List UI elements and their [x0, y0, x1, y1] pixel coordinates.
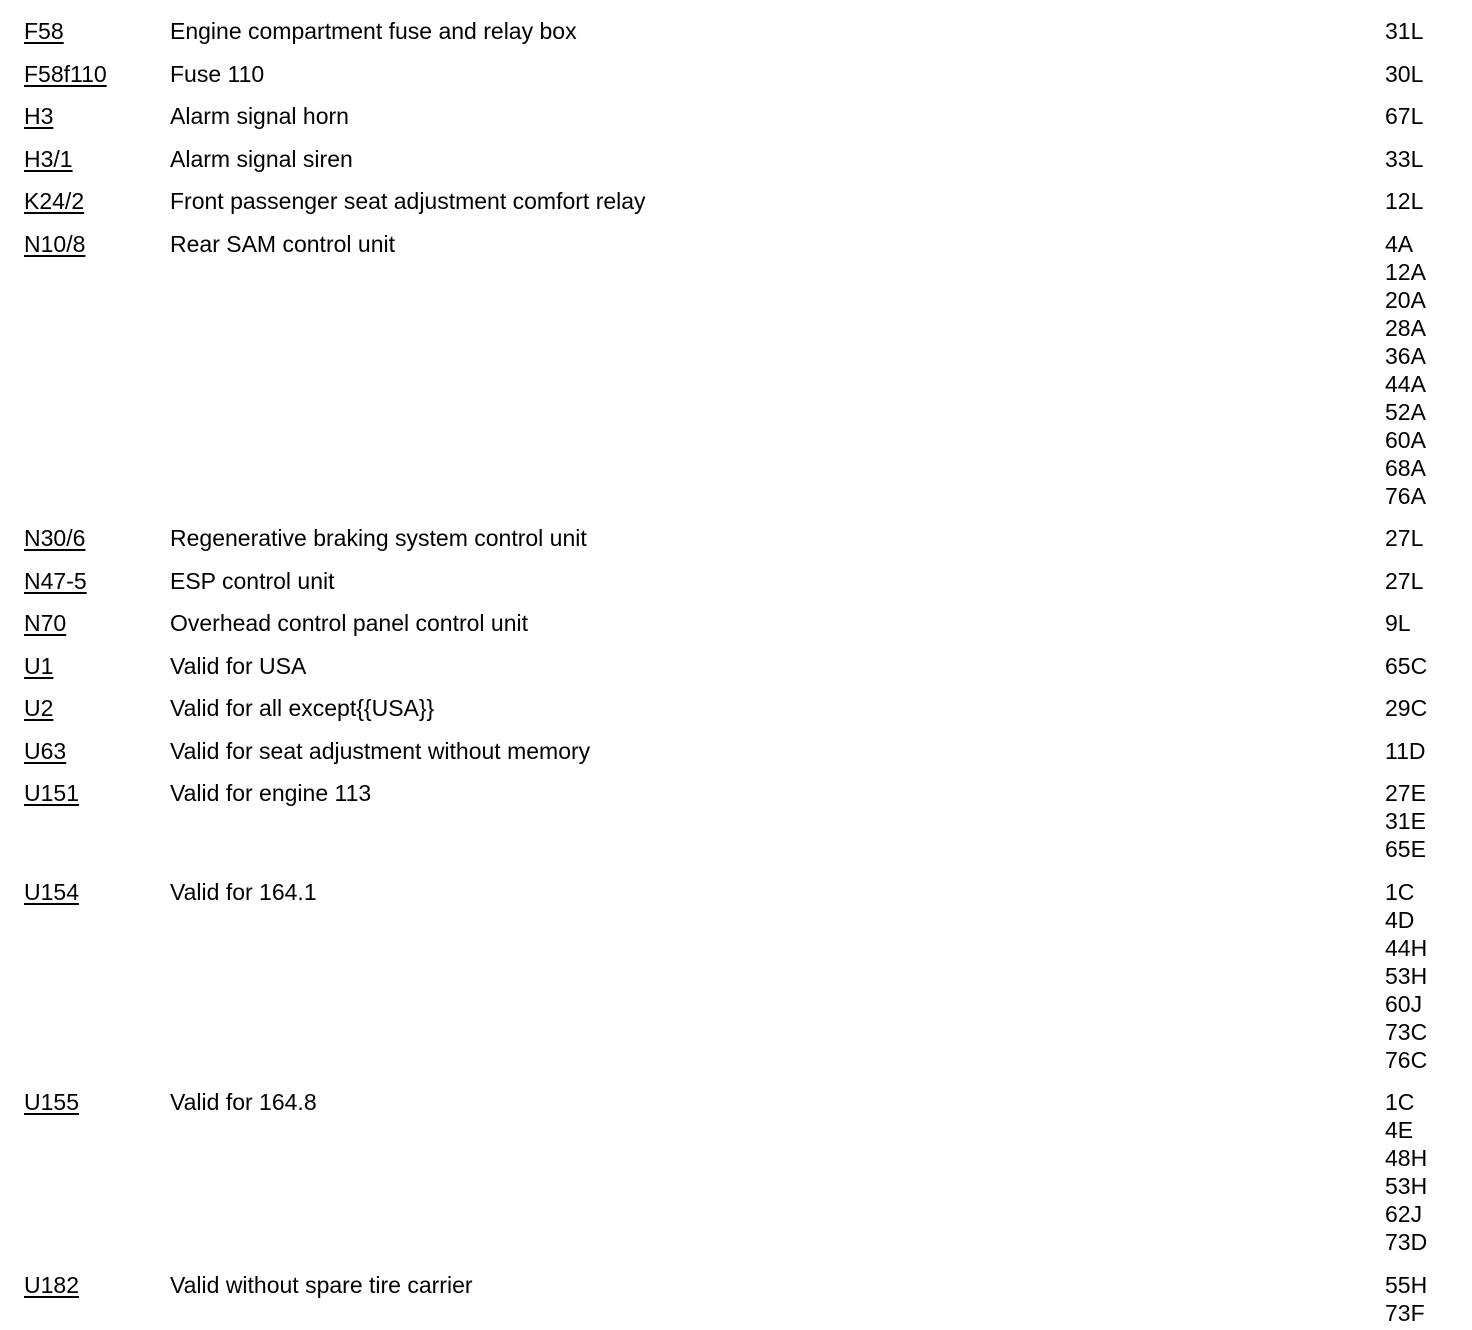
- legend-row: [0, 779, 1472, 863]
- component-description: Valid for 164.1: [170, 878, 317, 905]
- component-description: Engine compartment fuse and relay box: [170, 18, 577, 44]
- legend-row: [0, 694, 1472, 722]
- component-code-link[interactable]: U151: [24, 780, 79, 806]
- component-description: Overhead control panel control unit: [170, 610, 528, 636]
- component-description: Valid for all except{{USA}}: [170, 695, 435, 721]
- component-code-link[interactable]: U1: [24, 652, 54, 679]
- legend-row: [0, 17, 1472, 45]
- grid-reference: 36A: [1385, 342, 1426, 369]
- grid-reference: 31E: [1385, 808, 1426, 834]
- grid-reference: 65C: [1385, 652, 1428, 679]
- component-code-link[interactable]: U154: [24, 878, 79, 905]
- component-code-link[interactable]: U182: [24, 1271, 79, 1298]
- grid-references: [1385, 694, 1465, 722]
- grid-reference: 76A: [1385, 482, 1426, 509]
- grid-reference: 27E: [1385, 780, 1426, 806]
- legend-row: [0, 652, 1472, 680]
- component-code-link[interactable]: F58: [24, 18, 64, 44]
- grid-reference: 29C: [1385, 695, 1428, 721]
- grid-references: [1385, 230, 1465, 510]
- grid-reference: 9L: [1385, 610, 1411, 636]
- component-code-link[interactable]: N30/6: [24, 525, 86, 551]
- grid-reference: 28A: [1385, 314, 1426, 341]
- component-description: Alarm signal siren: [170, 145, 353, 172]
- grid-reference: 53H: [1385, 962, 1428, 989]
- grid-reference: 4A: [1385, 230, 1414, 257]
- grid-reference: 60J: [1385, 990, 1423, 1017]
- legend-row: [0, 102, 1472, 130]
- component-code-link[interactable]: F58f110: [24, 60, 107, 87]
- component-code-link[interactable]: N10/8: [24, 230, 86, 257]
- legend-row: [0, 737, 1472, 765]
- legend-row: [0, 230, 1472, 510]
- grid-references: [1385, 17, 1465, 45]
- grid-references: [1385, 652, 1465, 680]
- grid-reference: 67L: [1385, 103, 1424, 129]
- grid-reference: 27L: [1385, 525, 1424, 551]
- grid-references: [1385, 779, 1465, 863]
- grid-reference: 11D: [1385, 737, 1426, 764]
- grid-reference: 73D: [1385, 1229, 1428, 1255]
- legend-row: [0, 878, 1472, 1074]
- legend-row: [0, 145, 1472, 173]
- grid-reference: 65E: [1385, 836, 1426, 862]
- grid-reference: 1C: [1385, 1089, 1415, 1115]
- grid-references: [1385, 102, 1465, 130]
- grid-reference: 62J: [1385, 1201, 1423, 1227]
- grid-references: [1385, 1271, 1465, 1327]
- component-code-link[interactable]: U2: [24, 695, 54, 721]
- grid-reference: 4D: [1385, 906, 1415, 933]
- grid-references: [1385, 567, 1465, 595]
- grid-reference: 12A: [1385, 258, 1426, 285]
- component-code-link[interactable]: U63: [24, 737, 67, 764]
- legend-row: [0, 1088, 1472, 1256]
- grid-reference: 44A: [1385, 370, 1426, 397]
- component-code-link[interactable]: U155: [24, 1089, 79, 1115]
- grid-reference: 76C: [1385, 1046, 1428, 1073]
- component-code-link[interactable]: K24/2: [24, 188, 85, 214]
- component-description: Valid for seat adjustment without memory: [170, 737, 591, 764]
- component-description: ESP control unit: [170, 567, 335, 594]
- grid-reference: 73F: [1385, 1299, 1425, 1326]
- grid-references: [1385, 187, 1465, 215]
- grid-references: [1385, 524, 1465, 552]
- grid-reference: 1C: [1385, 878, 1415, 905]
- component-description: Regenerative braking system control unit: [170, 525, 587, 551]
- component-description: Valid without spare tire carrier: [170, 1271, 473, 1298]
- grid-reference: 27L: [1385, 567, 1424, 594]
- grid-reference: 33L: [1385, 145, 1424, 172]
- grid-references: [1385, 60, 1465, 88]
- grid-reference: 30L: [1385, 60, 1424, 87]
- grid-reference: 73C: [1385, 1018, 1428, 1045]
- grid-references: [1385, 609, 1465, 637]
- legend-row: [0, 609, 1472, 637]
- grid-reference: 12L: [1385, 188, 1424, 214]
- component-description: Valid for USA: [170, 652, 307, 679]
- component-code-link[interactable]: N70: [24, 610, 67, 636]
- grid-reference: 55H: [1385, 1271, 1428, 1298]
- component-code-link[interactable]: H3/1: [24, 145, 73, 172]
- grid-reference: 4E: [1385, 1117, 1414, 1143]
- grid-reference: 20A: [1385, 286, 1426, 313]
- legend-row: [0, 187, 1472, 215]
- grid-reference: 48H: [1385, 1145, 1428, 1171]
- component-description: Rear SAM control unit: [170, 230, 395, 257]
- component-description: Valid for 164.8: [170, 1089, 317, 1115]
- grid-reference: 31L: [1385, 18, 1424, 44]
- grid-reference: 68A: [1385, 454, 1426, 481]
- legend-row: [0, 524, 1472, 552]
- component-description: Alarm signal horn: [170, 103, 349, 129]
- component-code-link[interactable]: N47-5: [24, 567, 87, 594]
- grid-references: [1385, 145, 1465, 173]
- component-description: Fuse 110: [170, 60, 265, 87]
- legend-row: [0, 567, 1472, 595]
- grid-reference: 44H: [1385, 934, 1428, 961]
- legend-row: [0, 1271, 1472, 1327]
- grid-reference: 52A: [1385, 398, 1426, 425]
- grid-references: [1385, 737, 1465, 765]
- grid-references: [1385, 878, 1465, 1074]
- component-code-link[interactable]: H3: [24, 103, 54, 129]
- grid-reference: 60A: [1385, 426, 1426, 453]
- grid-reference: 53H: [1385, 1173, 1428, 1199]
- legend-row: [0, 60, 1472, 88]
- component-description: Front passenger seat adjustment comfort relay: [170, 188, 646, 214]
- component-description: Valid for engine 113: [170, 780, 372, 806]
- grid-references: [1385, 1088, 1465, 1256]
